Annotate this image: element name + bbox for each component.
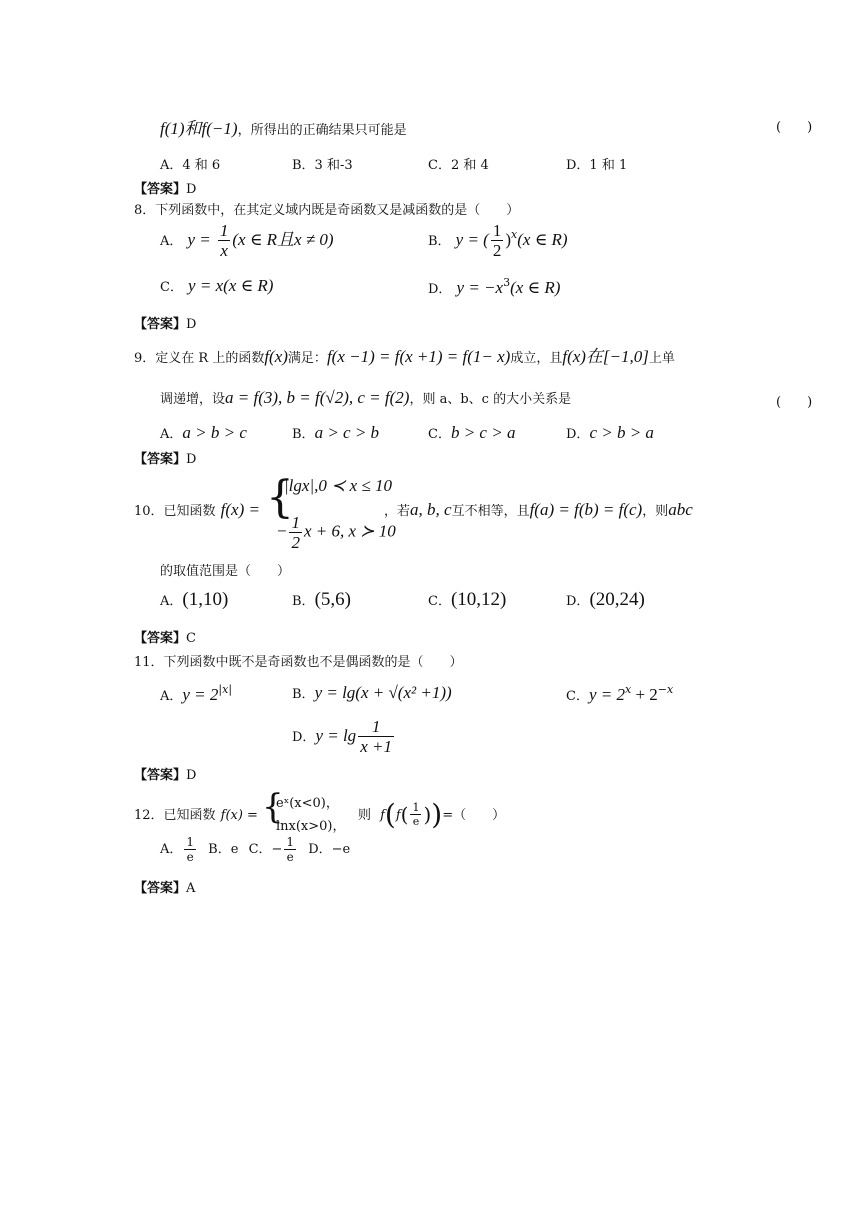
exponent: −x [657, 683, 674, 696]
fraction-numerator: 1 [291, 513, 300, 532]
option-label: D．−e [308, 842, 351, 857]
q12-case-2: lnx(x>0)， [276, 819, 346, 834]
option-label: A． [160, 234, 183, 249]
piecewise-brace: { [262, 787, 284, 827]
q7-stem-line [160, 114, 407, 139]
q12-expression [358, 798, 505, 831]
option-label: D． [566, 594, 590, 609]
q12-case-1: eˣ(x<0)， [276, 796, 339, 811]
answer-label: 【答案】 [134, 182, 187, 197]
fraction-numerator: 1 [412, 801, 420, 814]
q9-option-c [428, 423, 515, 443]
option-math: (10,12) [450, 589, 507, 610]
stem-text: 成立，且 [510, 351, 563, 366]
fraction [491, 222, 504, 259]
q10-stem-condition [384, 500, 693, 520]
option-math: y = lg [315, 726, 357, 745]
fraction-denominator: e [412, 815, 420, 828]
stem-math: a, b, c [410, 500, 452, 519]
case-math: x + 6, x ≻ 10 [303, 521, 396, 541]
option-math: y = x(x ∈ R) [188, 276, 274, 295]
option-label: A． [160, 427, 183, 442]
q11-stem: 11．下列函数中既不是奇函数也不是偶函数的是（ ） [134, 655, 463, 670]
exponent: |x| [218, 683, 233, 696]
q10-option-d [566, 589, 645, 611]
big-paren: ( [384, 798, 396, 831]
option-label: C． [428, 427, 451, 442]
option-math: (x ∈ R) [510, 278, 561, 297]
q8-option-c [160, 276, 273, 296]
big-paren: ( [400, 802, 409, 827]
q11-option-d [292, 718, 396, 755]
option-math: c > b > a [589, 423, 654, 442]
q9-option-d [566, 423, 654, 443]
q8-answer [134, 313, 196, 332]
q12-answer [134, 877, 195, 896]
q7-answer [134, 178, 196, 197]
q10-option-b [292, 589, 351, 611]
fraction-numerator: 1 [286, 835, 295, 849]
stem-math: f(x) = [220, 808, 258, 823]
stem-text: 12．已知函数 [134, 808, 216, 823]
option-label: A． [160, 842, 183, 857]
big-paren: ) [423, 802, 432, 827]
stem-math: f(a) = f(b) = f(c) [529, 500, 643, 519]
q10-stem-label [134, 500, 260, 520]
option-label: D． [292, 730, 316, 745]
option-math: (20,24) [589, 589, 645, 610]
answer-value: D [186, 768, 197, 783]
q9-stem-line1 [134, 342, 675, 367]
stem-text: 调递增，设 [160, 392, 226, 407]
fraction-numerator: 1 [219, 221, 229, 240]
option-math: y = 2 [182, 685, 219, 704]
option-math: y = 2 [588, 685, 625, 704]
stem-text: ，则 a、b、c 的大小关系是 [409, 392, 572, 407]
q7-option-d: D．1 和 1 [566, 158, 628, 173]
big-paren: ) [431, 798, 443, 831]
option-math: y = lg(x + √(x² +1)) [314, 683, 452, 702]
option-label: A． [160, 689, 183, 704]
option-label: C． [160, 280, 183, 295]
exponent: x [511, 228, 518, 241]
stem-text: 满足： [287, 351, 327, 366]
q11-option-a [160, 683, 232, 705]
stem-text: 互不相等，且 [451, 504, 530, 519]
fraction-numerator: 1 [358, 718, 394, 737]
option-label: B． [292, 687, 315, 702]
option-label: C． [428, 594, 451, 609]
stem-math: f [380, 808, 385, 823]
stem-math: f(x) = [220, 500, 260, 519]
option-label: B． [292, 594, 315, 609]
q7-option-b: B．3 和-3 [292, 158, 353, 173]
stem-text: 上单 [648, 351, 675, 366]
option-math: y = ( [455, 230, 489, 249]
answer-value: D [186, 317, 197, 332]
stem-text: ，则 [642, 504, 669, 519]
option-math: a > b > c [182, 423, 247, 442]
fraction-denominator: 2 [291, 533, 300, 552]
q9-answer [134, 448, 196, 467]
option-math: ) [505, 230, 512, 249]
fraction [184, 836, 196, 863]
q8-option-b [428, 222, 568, 259]
answer-value: D [186, 182, 197, 197]
q9-stem-line2 [160, 388, 571, 408]
stem-text: 则 [358, 808, 372, 823]
fraction [289, 514, 302, 551]
option-math: a > c > b [314, 423, 380, 442]
q7-stem-math: f(1)和f(−1) [160, 119, 238, 138]
q10-case-1: |lgx|,0 ≺ x ≤ 10 [284, 476, 392, 495]
q10-answer [134, 627, 196, 646]
answer-label: 【答案】 [134, 631, 187, 646]
q8-option-d [428, 276, 560, 298]
q10-case-2 [276, 514, 396, 551]
option-label: B． [428, 234, 451, 249]
option-math: y = [187, 230, 211, 249]
option-label: C． [566, 689, 589, 704]
stem-math: f(x −1) = f(x +1) = f(1− x) [326, 347, 511, 366]
q10-option-c [428, 589, 506, 611]
fraction-numerator: 1 [186, 835, 195, 849]
case-math: − [276, 521, 288, 541]
stem-text: =（ ） [442, 808, 506, 823]
stem-text: 9．定义在 R 上的函数 [134, 351, 265, 366]
exponent: 3 [503, 276, 511, 289]
fraction-denominator: e [186, 850, 194, 864]
option-label: C．− [248, 842, 283, 857]
fraction-denominator: x +1 [360, 737, 392, 756]
fraction [410, 802, 421, 827]
answer-label: 【答案】 [134, 768, 187, 783]
stem-math: f(x)在[−1,0] [562, 347, 649, 366]
option-math: (x ∈ R) [517, 230, 568, 249]
option-math: (x ∈ R且x ≠ 0) [232, 230, 334, 249]
stem-text: 10．已知函数 [134, 504, 216, 519]
stem-math: a = f(3), b = f(√2), c = f(2) [225, 388, 410, 407]
q7-stem-text: ，所得出的正确结果只可能是 [237, 123, 407, 138]
q7-answer-blank: ( ) [776, 120, 813, 135]
option-math: y = −x [456, 278, 504, 297]
answer-label: 【答案】 [134, 317, 187, 332]
q9-answer-blank: ( ) [776, 395, 813, 410]
answer-value: A [186, 881, 196, 896]
fraction [358, 718, 394, 755]
q7-option-a: A．4 和 6 [160, 158, 221, 173]
q11-answer [134, 764, 196, 783]
q9-option-a [160, 423, 247, 443]
option-math: b > c > a [450, 423, 516, 442]
answer-value: C [186, 631, 196, 646]
q10-option-a [160, 589, 228, 611]
q11-option-c [566, 683, 673, 705]
option-math: + 2 [631, 685, 658, 704]
q12-options [160, 836, 350, 863]
fraction-numerator: 1 [492, 221, 502, 240]
stem-text: ，若 [384, 504, 411, 519]
q8-stem: 8．下列函数中，在其定义域内既是奇函数又是减函数的是（ ） [134, 203, 520, 218]
exponent: x [624, 683, 632, 696]
q9-option-b [292, 423, 379, 443]
fraction-denominator: e [286, 850, 294, 864]
option-label: D． [566, 427, 590, 442]
q7-option-c: C．2 和 4 [428, 158, 489, 173]
option-label: A． [160, 594, 183, 609]
stem-math: f [395, 808, 401, 823]
fraction [218, 222, 231, 259]
stem-math: abc [668, 500, 693, 519]
q11-option-b [292, 683, 452, 703]
option-math: (5,6) [314, 589, 351, 610]
answer-value: D [186, 452, 197, 467]
fraction-denominator: x [220, 241, 228, 260]
option-math: (1,10) [182, 589, 229, 610]
stem-math: f(x) [264, 347, 288, 366]
option-label: B．e [208, 842, 239, 857]
option-label: B． [292, 427, 315, 442]
fraction-denominator: 2 [492, 241, 502, 260]
q12-stem-label [134, 804, 258, 823]
piecewise-brace: { [266, 472, 294, 523]
q8-option-a [160, 222, 334, 259]
fraction [284, 836, 296, 863]
answer-label: 【答案】 [134, 881, 187, 896]
option-label: D． [428, 282, 452, 297]
answer-label: 【答案】 [134, 452, 187, 467]
q10-stem-line2: 的取值范围是（ ） [160, 564, 291, 579]
